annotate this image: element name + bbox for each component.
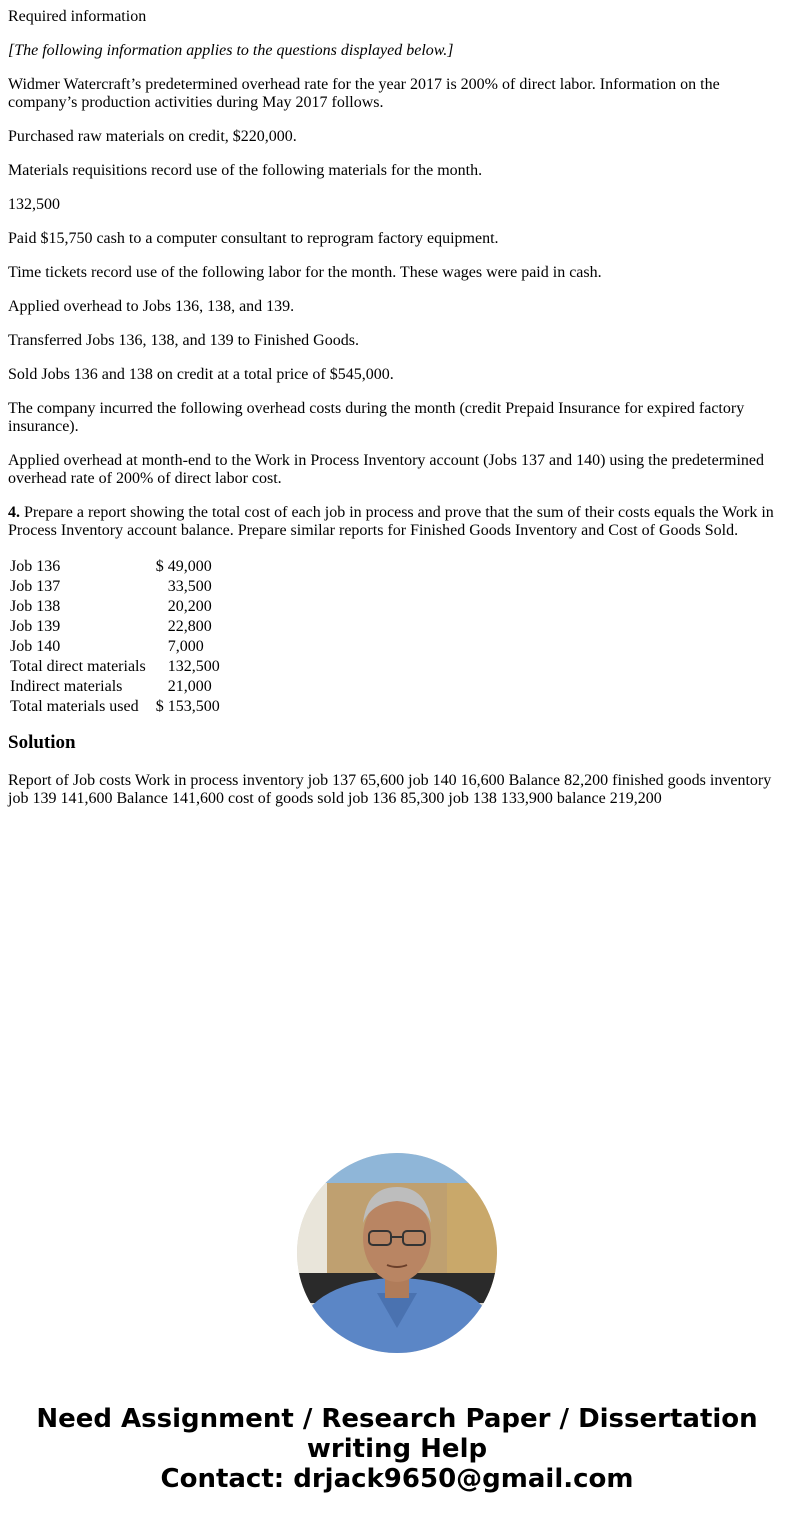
row-amount: 132,500: [167, 658, 220, 675]
paragraph-time-tickets: Time tickets record use of the following labor for the month. These wages were paid in cash.: [8, 264, 602, 281]
paragraph-applied-overhead: Applied overhead to Jobs 136, 138, and 139.: [8, 298, 295, 315]
row-amount: 21,000: [167, 678, 212, 695]
row-label: Job 138: [10, 598, 61, 615]
row-label: Total direct materials: [10, 658, 146, 675]
solution-text: Report of Job costs Work in process inventory job 137 65,600 job 140 16,600 Balance 82,200 finished goods inventory job 139 141,600 Balance 141,600 cost of goods sold job 136 85,300 job 138 133,900 balance 219,200: [8, 772, 772, 807]
paragraph-transferred: Transferred Jobs 136, 138, and 139 to Finished Goods.: [8, 332, 359, 349]
solution-heading: Solution: [8, 732, 76, 753]
table-row: [10, 698, 220, 716]
row-label: Job 139: [10, 618, 61, 635]
paragraph-overhead-rate: Widmer Watercraft’s predetermined overhead rate for the year 2017 is 200% of direct labor. Information on the company’s production activities during May 2017 follows.: [8, 76, 720, 111]
footer-line-1: Need Assignment / Research Paper / Dissertation: [36, 1404, 758, 1434]
paragraph-sold: Sold Jobs 136 and 138 on credit at a total price of $545,000.: [8, 366, 394, 383]
footer-line-3: Contact: drjack9650@gmail.com: [160, 1464, 634, 1494]
table-row: [10, 658, 220, 676]
avatar-portrait-icon: [297, 1153, 497, 1353]
avatar: [297, 1153, 497, 1353]
row-currency: [156, 598, 164, 616]
paragraph-amount: 132,500: [8, 196, 60, 213]
question-text: Prepare a report showing the total cost of each job in process and prove that the sum of their costs equals the Work in Process Inventory account balance. Prepare similar reports for Finished Goods Inventory and Cost of Goods Sold.: [8, 504, 774, 539]
table-row: [10, 578, 220, 596]
row-amount: 7,000: [167, 638, 204, 655]
table-row: [10, 558, 220, 576]
row-amount: 20,200: [167, 598, 212, 615]
intro-note: [The following information applies to the questions displayed below.]: [8, 42, 454, 59]
row-currency: [156, 638, 164, 656]
row-label: Job 137: [10, 578, 61, 595]
row-currency: $: [155, 698, 164, 715]
question-number: 4.: [8, 504, 20, 521]
table-row: [10, 598, 220, 616]
row-currency: [156, 618, 164, 636]
required-info-heading: Required information: [8, 8, 147, 25]
row-currency: $: [155, 558, 164, 575]
footer-line-2: writing Help: [306, 1434, 488, 1464]
row-currency: [156, 678, 164, 696]
footer-contact: [0, 1404, 794, 1494]
row-label: Total materials used: [10, 698, 139, 715]
materials-table: [8, 556, 222, 718]
row-currency: [156, 578, 164, 596]
row-amount: 33,500: [167, 578, 212, 595]
table-row: [10, 678, 220, 696]
row-label: Indirect materials: [10, 678, 123, 695]
row-amount: 49,000: [167, 558, 212, 575]
row-amount: 153,500: [167, 698, 220, 715]
row-label: Job 136: [10, 558, 61, 575]
row-currency: [156, 658, 164, 676]
table-row: [10, 618, 220, 636]
paragraph-purchased-materials: Purchased raw materials on credit, $220,000.: [8, 128, 297, 145]
table-row: [10, 638, 220, 656]
paragraph-month-end-overhead: Applied overhead at month-end to the Work in Process Inventory account (Jobs 137 and 140) using the predetermined overhead rate of 200% of direct labor cost.: [8, 452, 765, 487]
document-body: [8, 8, 784, 824]
paragraph-overhead-costs: The company incurred the following overhead costs during the month (credit Prepaid Insurance for expired factory insurance).: [8, 400, 745, 435]
row-amount: 22,800: [167, 618, 212, 635]
row-label: Job 140: [10, 638, 61, 655]
question-4: [8, 504, 784, 540]
paragraph-materials-requisitions: Materials requisitions record use of the following materials for the month.: [8, 162, 483, 179]
paragraph-consultant: Paid $15,750 cash to a computer consultant to reprogram factory equipment.: [8, 230, 499, 247]
